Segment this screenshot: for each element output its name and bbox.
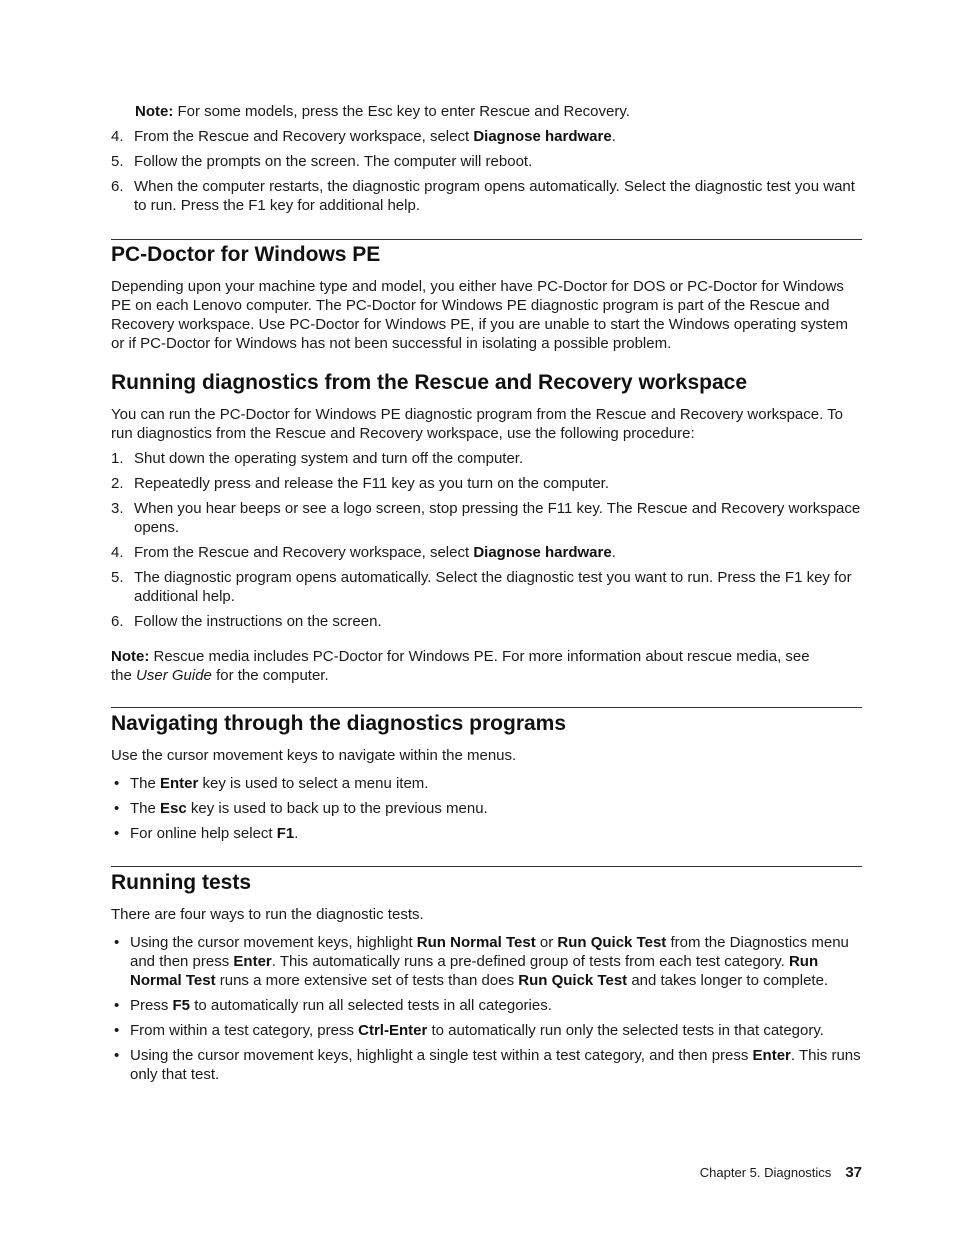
list-item: 1. Shut down the operating system and turn off the computer.	[111, 450, 524, 467]
tests-intro: There are four ways to run the diagnostic tests.	[111, 906, 424, 923]
list-item: 5. Follow the prompts on the screen. The computer will reboot.	[111, 153, 533, 170]
section-divider	[111, 866, 862, 867]
section-heading-pcdoctor: PC-Doctor for Windows PE	[111, 243, 381, 266]
user-guide-title: User Guide	[136, 667, 212, 684]
pcdoctor-body: Depending upon your machine type and model, you either have PC-Doctor for DOS or PC-Doctor for Windows PE on each Lenovo computer. The PC-Doctor for Windows PE diagnostic program is part of the Rescue and Recovery workspace. Use PC-Doctor for Windows PE, if you are unable to start the Windows operating system or if PC-Doctor for Windows has not been successful in isolating a possible problem.	[111, 278, 848, 352]
note-label: Note:	[111, 648, 150, 665]
navigating-intro: Use the cursor movement keys to navigate within the menus.	[111, 747, 517, 764]
list-item: • Using the cursor movement keys, highlight a single test within a test category, and then press Enter. This runs only that test.	[114, 1047, 861, 1083]
top-steps-list	[111, 127, 863, 215]
list-item: 6. When the computer restarts, the diagnostic program opens automatically. Select the diagnostic test you want to run. Press the F1 key for additional help.	[111, 178, 855, 214]
note-text: For some models, press the Esc key to enter Rescue and Recovery.	[173, 103, 630, 120]
list-item: • For online help select F1.	[114, 825, 299, 842]
list-item: • Press F5 to automatically run all selected tests in all categories.	[114, 997, 552, 1014]
section-heading-running-tests: Running tests	[111, 871, 251, 894]
list-item: 6. Follow the instructions on the screen.	[111, 613, 382, 630]
running-diag-intro: You can run the PC-Doctor for Windows PE diagnostic program from the Rescue and Recovery workspace. To run diagnostics from the Rescue and Recovery workspace, use the following procedure:	[111, 406, 844, 442]
list-item: • From within a test category, press Ctrl-Enter to automatically run only the selected tests in that category.	[114, 1022, 824, 1039]
page-number: 37	[845, 1164, 862, 1181]
list-item: 4. From the Rescue and Recovery workspace, select Diagnose hardware.	[111, 544, 616, 561]
subsection-heading-running-diagnostics: Running diagnostics from the Rescue and Recovery workspace	[111, 371, 747, 394]
list-item: 3. When you hear beeps or see a logo screen, stop pressing the F11 key. The Rescue and Recovery workspace opens.	[111, 500, 861, 536]
list-item: 5. The diagnostic program opens automatically. Select the diagnostic test you want to run. Press the F1 key for additional help.	[111, 569, 852, 605]
list-item: • Using the cursor movement keys, highlight Run Normal Test or Run Quick Test from the Diagnostics menu and then press Enter. This automatically runs a pre-defined group of tests from each test category. Run Normal Test runs a more extensive set of tests than does Run Quick Test and takes longer to complete.	[114, 934, 849, 989]
page-footer	[700, 1164, 862, 1182]
list-item: • The Esc key is used to back up to the previous menu.	[114, 800, 488, 817]
list-item: 4. From the Rescue and Recovery workspace, select Diagnose hardware.	[111, 128, 616, 145]
list-item: 2. Repeatedly press and release the F11 key as you turn on the computer.	[111, 475, 610, 492]
section-heading-navigating: Navigating through the diagnostics programs	[111, 712, 567, 735]
navigating-bullets	[111, 774, 863, 843]
chapter-label: Chapter 5. Diagnostics	[699, 1165, 832, 1180]
note-top	[135, 102, 875, 121]
list-item: • The Enter key is used to select a menu item.	[114, 775, 429, 792]
section-divider	[111, 707, 862, 708]
note-label: Note:	[135, 103, 174, 120]
running-diag-steps-list	[111, 449, 863, 631]
tests-bullets	[111, 933, 863, 1084]
section-divider	[111, 239, 862, 240]
note-rescue-media: Note: Rescue media includes PC-Doctor for Windows PE. For more information about rescue media, see the User Guide for the computer.	[111, 648, 810, 684]
